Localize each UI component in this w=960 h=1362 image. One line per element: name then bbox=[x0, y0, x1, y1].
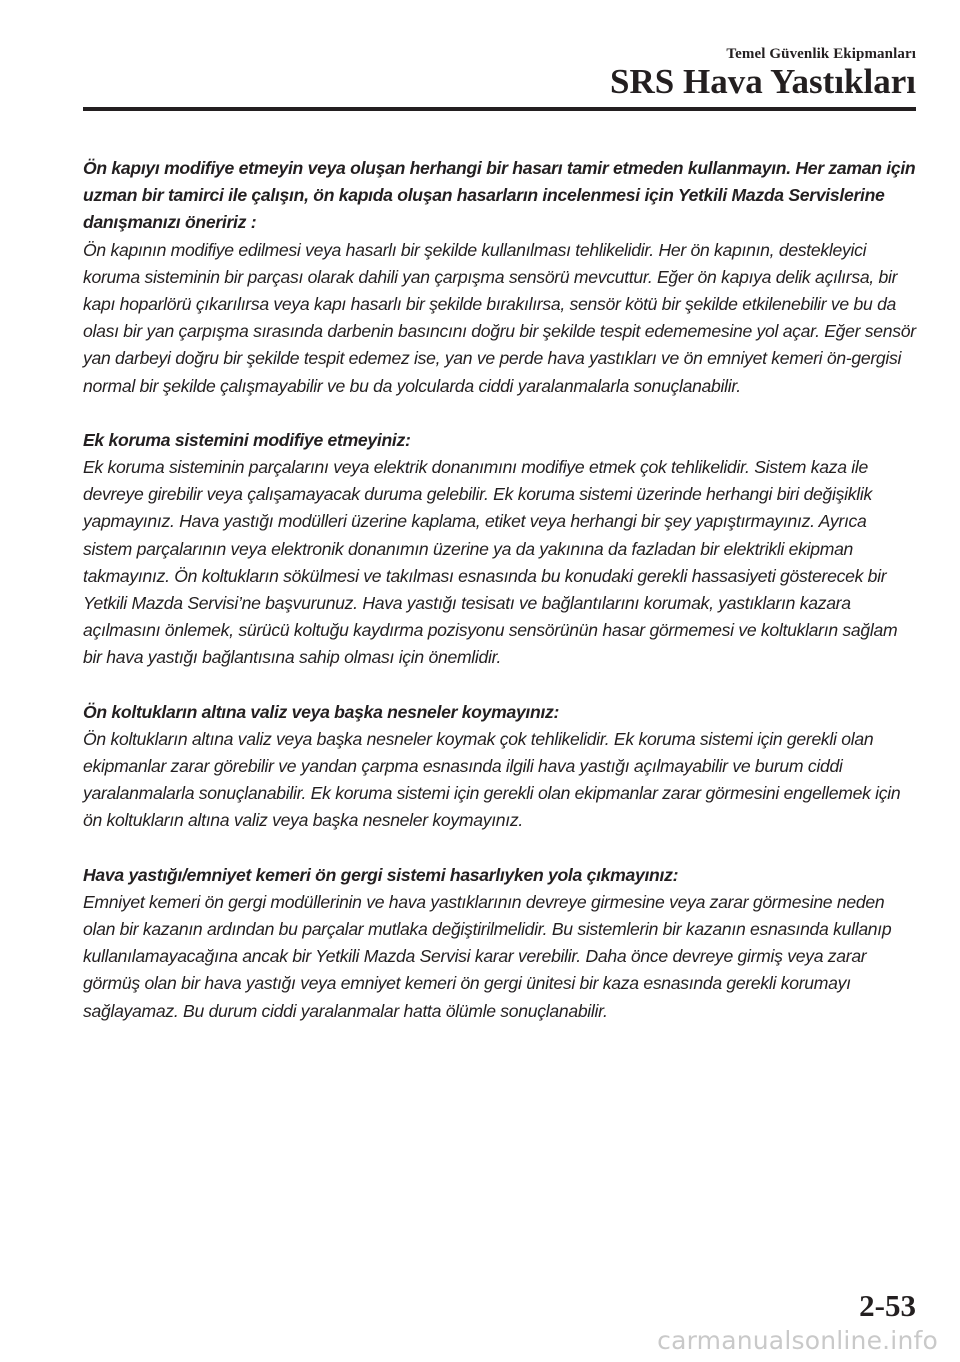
page-title: SRS Hava Yastıkları bbox=[610, 62, 916, 101]
warning-body: Ön koltukların altına valiz veya başka nesneler koymak çok tehlikelidir. Ek koruma sistemi için gerekli olan ekipmanlar zarar görebilir ve yandan çarpma esnasında ilgili hava yastığı açılmayabilir ve burum ciddi yaralanmalarla sonuçlanabilir. Ek koruma sistemi için gerekli olan ekipmanlar zarar görmesini engellemek için ön koltukların altına valiz veya başka nesneler koymayınız. bbox=[83, 728, 901, 831]
header-divider bbox=[83, 107, 916, 111]
document-body bbox=[83, 155, 916, 1052]
warning-body: Ek koruma sisteminin parçalarını veya elektrik donanımını modifiye etmek çok tehlikelidir. Sistem kaza ile devreye girebilir veya çalışamayacak duruma gelebilir. Ek koruma sistemi üzerinde herhangi biri değişiklik yapmayınız. Hava yastığı modülleri üzerine kaplama, etiket veya herhangi bir şey yapıştırmayınız. Ayrıca sistem parçalarının veya elektronik donanımın üzerine ya da yakınına da fazladan bir elektrikli ekipman takmayınız. Ön koltukların sökülmesi ve takılması esnasında bu konudaki gerekli hassasiyeti gösterecek bir Yetkili Mazda Servisi’ne başvurunuz. Hava yastığı tesisatı ve bağlantılarını korumak, yastıkların kazara açılmasını önlemek, sürücü koltuğu kaydırma pozisyonu sensörünün hasar görmemesi ve koltukların sağlam bir hava yastığı bağlantısına sahip olması için önemlidir. bbox=[83, 457, 898, 668]
page-number: 2-53 bbox=[859, 1288, 916, 1323]
warning-heading: Ek koruma sistemini modifiye etmeyiniz: bbox=[83, 429, 411, 450]
warning-block-front-door bbox=[83, 155, 916, 400]
section-label: Temel Güvenlik Ekipmanları bbox=[726, 46, 916, 62]
warning-block-under-seats bbox=[83, 699, 916, 835]
watermark-link[interactable]: carmanualsonline.info bbox=[657, 1326, 938, 1355]
warning-block-modify-system bbox=[83, 427, 916, 672]
warning-heading: Ön kapıyı modifiye etmeyin veya oluşan herhangi bir hasarı tamir etmeden kullanmayın. Her zaman için uzman bir tamirci ile çalışın, ön kapıda oluşan hasarların incelenmesi için Yetkili Mazda Servislerine danışmanızı öneririz : bbox=[83, 158, 916, 233]
warning-heading: Ön koltukların altına valiz veya başka nesneler koymayınız: bbox=[83, 701, 560, 722]
warning-heading: Hava yastığı/emniyet kemeri ön gergi sistemi hasarlıyken yola çıkmayınız: bbox=[83, 864, 679, 885]
warning-body: Emniyet kemeri ön gergi modüllerinin ve hava yastıklarının devreye girmesine veya zarar görmesine neden olan bir kazanın ardından bu parçalar mutlaka değiştirilmelidir. Bu sistemlerin bir kazanın esnasında kullanıp kullanılamayacağına ancak bir Yetkili Mazda Servisi karar verebilir. Daha önce devreye girmiş veya zarar görmüş olan bir hava yastığı veya emniyet kemeri ön gergi ünitesi bir kaza esnasında gerekli korumayı sağlayamaz. Bu durum ciddi yaralanmalar hatta ölümle sonuçlanabilir. bbox=[83, 891, 892, 1021]
warning-body: Ön kapının modifiye edilmesi veya hasarlı bir şekilde kullanılması tehlikelidir. Her ön kapının, destekleyici koruma sisteminin bir parçası olarak dahili yan çarpışma sensörü mevcuttur. Eğer ön kapıya delik açılırsa, bir kapı hoparlörü çıkarılırsa veya kapı hasarlı bir şekilde bırakılırsa, sensör kötü bir şekilde etkilenebilir ve bu da olası bir yan çarpışma sırasında darbenin basıncını doğru bir şekilde tespit edememesine yol açar. Eğer sensör yan darbeyi doğru bir şekilde tespit edemez ise, yan ve perde hava yastıkları ve ön emniyet kemeri ön-gergisi normal bir şekilde çalışmayabilir ve bu da yolcularda ciddi yaralanmalarla sonuçlanabilir. bbox=[83, 239, 916, 396]
warning-block-damaged-system bbox=[83, 862, 916, 1025]
